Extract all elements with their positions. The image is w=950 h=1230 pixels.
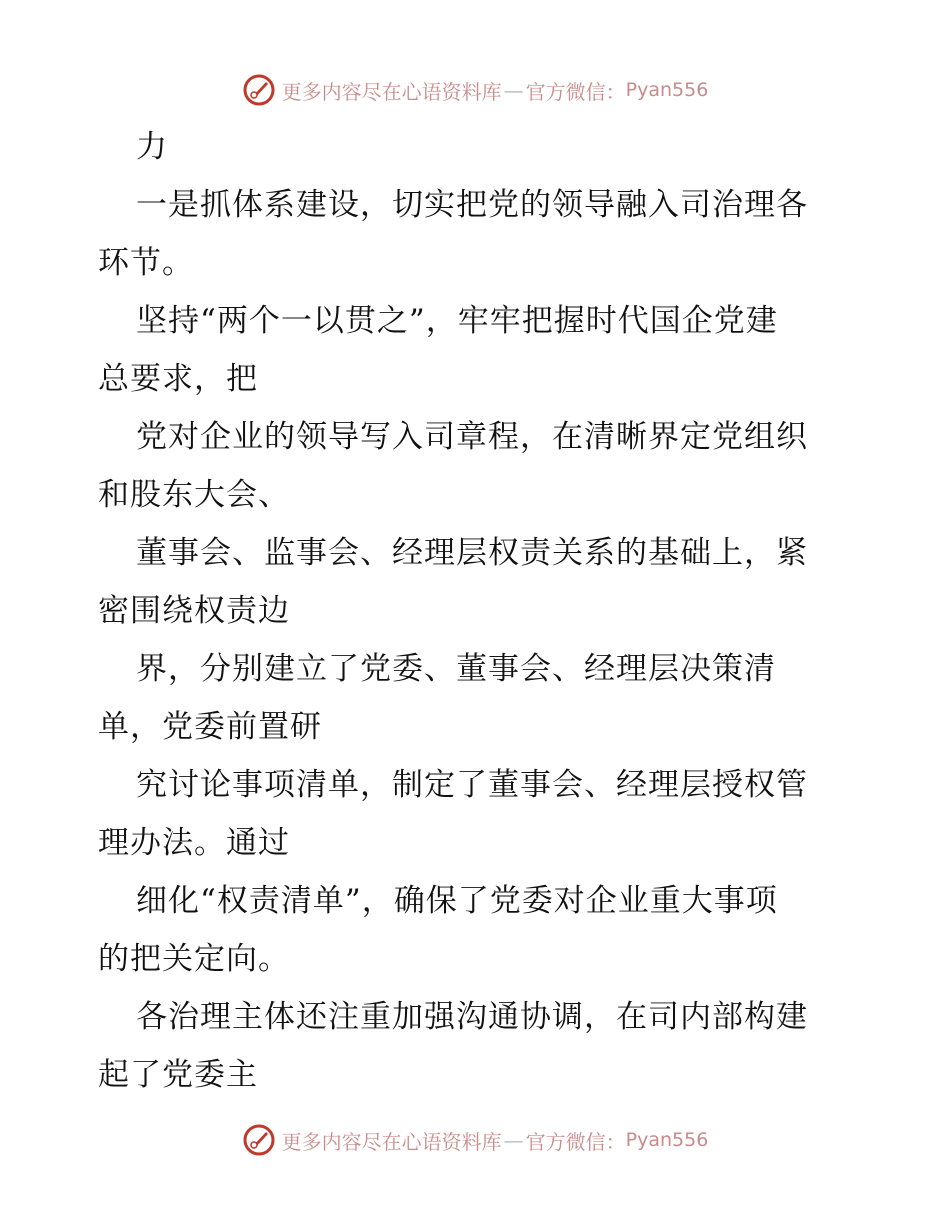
text-line: 细化“权责清单”，确保了党委对企业重大事项 — [136, 883, 778, 919]
watermark-wechat-account: Pyan556 — [625, 1129, 709, 1151]
watermark-site-text: 更多内容尽在心语资料库 — [281, 79, 502, 104]
watermark-wechat-label: 官方微信： — [525, 1129, 626, 1154]
watermark-separator: — — [503, 1128, 524, 1152]
text-line: 一是抓体系建设，切实把党的领导融入司治理各 — [136, 187, 808, 223]
text-line: 密围绕权责边 — [98, 593, 290, 629]
text-line: 界，分别建立了党委、董事会、经理层决策清 — [136, 651, 776, 687]
text-line: 环节。 — [98, 245, 194, 281]
text-line: 总要求，把 — [98, 361, 258, 397]
document-body — [98, 118, 858, 1104]
text-line: 党对企业的领导写入司章程，在清晰界定党组织 — [136, 419, 808, 455]
text-line: 起了党委主 — [98, 1057, 258, 1093]
text-line: 理办法。通过 — [98, 825, 290, 861]
text-line: 的把关定向。 — [98, 941, 290, 977]
header-watermark — [0, 72, 950, 108]
text-line: 各治理主体还注重加强沟通协调，在司内部构建 — [136, 999, 808, 1035]
watermark-wechat-label: 官方微信： — [525, 79, 626, 104]
quill-seal-icon — [242, 1123, 276, 1157]
watermark-wechat-account: Pyan556 — [625, 79, 709, 101]
watermark-site-text: 更多内容尽在心语资料库 — [281, 1129, 502, 1154]
watermark-separator: — — [503, 78, 524, 102]
text-line: 力 — [136, 129, 168, 165]
quill-seal-icon — [242, 73, 276, 107]
text-line: 单，党委前置研 — [98, 709, 322, 745]
footer-watermark — [0, 1122, 950, 1158]
text-line: 董事会、监事会、经理层权责关系的基础上，紧 — [136, 535, 808, 571]
text-line: 究讨论事项清单，制定了董事会、经理层授权管 — [136, 767, 808, 803]
text-line: 坚持“两个一以贯之”，牢牢把握时代国企党建 — [136, 303, 778, 339]
text-line: 和股东大会、 — [98, 477, 290, 513]
